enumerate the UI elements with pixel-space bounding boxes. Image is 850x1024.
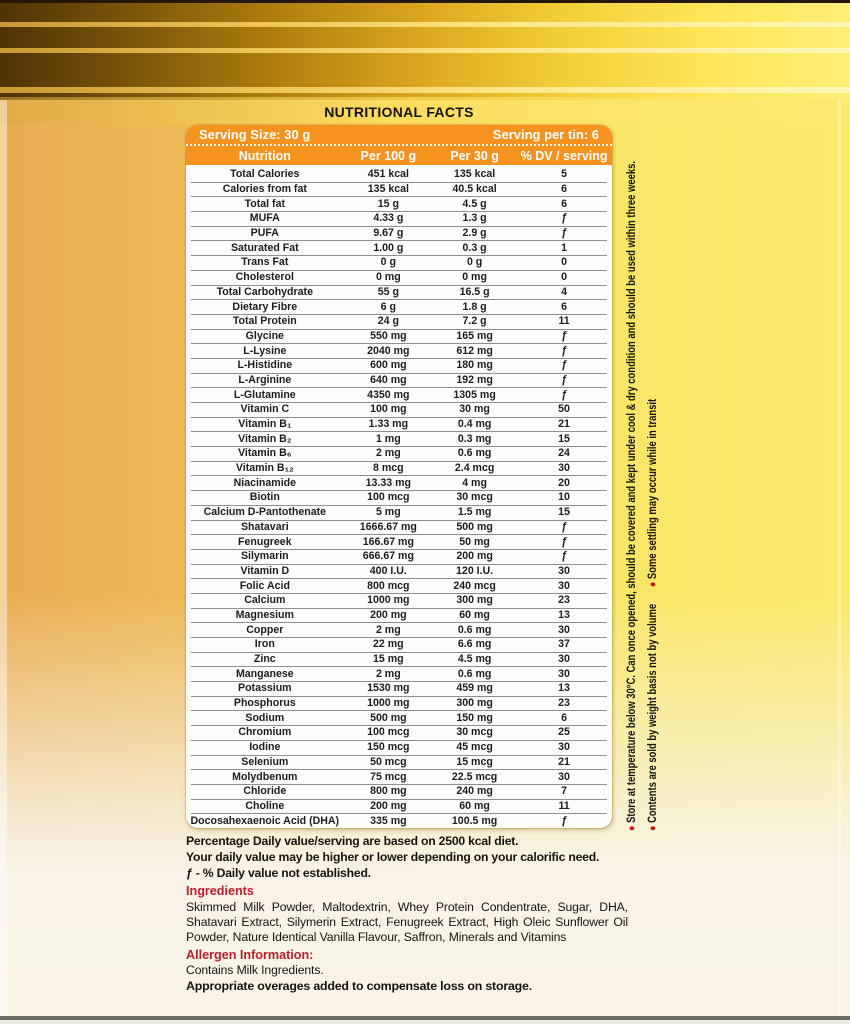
page-title: NUTRITIONAL FACTS bbox=[324, 104, 474, 120]
nutrient-per30: 0.6 mg bbox=[457, 623, 492, 636]
nutrient-per30: 180 mg bbox=[456, 359, 493, 372]
nutrient-dv: ƒ bbox=[561, 520, 567, 533]
table-row bbox=[186, 461, 612, 476]
nutrient-per100: 6 g bbox=[380, 300, 396, 313]
left-edge-highlight bbox=[0, 100, 7, 1016]
nutrient-dv: 21 bbox=[558, 755, 570, 768]
right-edge-highlight bbox=[838, 100, 841, 1016]
table-row bbox=[186, 270, 612, 285]
nutrient-dv: 30 bbox=[558, 770, 570, 783]
nutrient-dv: 7 bbox=[561, 785, 567, 798]
nutrient-per30: 50 mg bbox=[459, 535, 490, 548]
table-row bbox=[186, 329, 612, 344]
nutrient-name: Molydbenum bbox=[232, 770, 298, 783]
nutrient-name: Folic Acid bbox=[239, 579, 290, 592]
nutrient-per30: 1305 mg bbox=[453, 388, 496, 401]
serving-header-row bbox=[186, 125, 612, 146]
nutrient-per30: 612 mg bbox=[456, 344, 493, 357]
nutrient-name: Zinc bbox=[253, 653, 276, 666]
table-row bbox=[186, 373, 612, 388]
nutrient-name: L-Arginine bbox=[238, 373, 292, 386]
nutrient-dv: 13 bbox=[558, 682, 570, 695]
nutrient-per100: 550 mg bbox=[370, 329, 407, 342]
nutrient-per30: 60 mg bbox=[459, 799, 490, 812]
table-body bbox=[186, 167, 612, 828]
nutrient-per30: 7.2 g bbox=[462, 315, 487, 328]
allergen-text: Contains Milk Ingredients. bbox=[186, 963, 324, 978]
dv-not-established-note: ƒ - % Daily value not established. bbox=[186, 866, 371, 881]
nutrient-name: Vitamin B₆ bbox=[238, 447, 292, 460]
nutrient-per30: 40.5 kcal bbox=[452, 183, 497, 196]
nutrient-per30: 4.5 mg bbox=[457, 653, 492, 666]
nutrient-per100: 1666.67 mg bbox=[359, 520, 417, 533]
nutrient-dv: 23 bbox=[558, 594, 570, 607]
nutrient-name: Selenium bbox=[241, 755, 289, 768]
nutrient-per100: 0 g bbox=[380, 256, 396, 269]
nutrient-per100: 55 g bbox=[377, 285, 399, 298]
nutrition-table bbox=[186, 125, 612, 828]
dv-basis-note: Percentage Daily value/serving are based on 2500 kcal diet. bbox=[186, 834, 519, 848]
nutrient-per100: 8 mcg bbox=[373, 462, 404, 475]
nutrient-per100: 9.67 g bbox=[373, 227, 404, 240]
nutrient-name: Magnesium bbox=[235, 608, 294, 621]
nutrient-per100: 200 mg bbox=[370, 608, 407, 621]
nutrient-per100: 451 kcal bbox=[367, 168, 409, 181]
table-row bbox=[186, 799, 612, 814]
nutrient-name: Vitamin B₁₂ bbox=[235, 462, 294, 475]
nutrient-per30: 30 mcg bbox=[456, 491, 493, 504]
table-row bbox=[186, 534, 612, 549]
nutrient-name: L-Histidine bbox=[237, 359, 293, 372]
table-row bbox=[186, 387, 612, 402]
nutrient-name: Total Calories bbox=[230, 168, 300, 181]
table-row bbox=[186, 285, 612, 300]
nutrient-name: Fenugreek bbox=[238, 535, 292, 548]
table-row bbox=[186, 769, 612, 784]
footer-text-block bbox=[186, 833, 628, 993]
nutrient-per30: 300 mg bbox=[456, 697, 493, 710]
nutrient-per30: 200 mg bbox=[456, 550, 493, 563]
nutrient-name: Choline bbox=[245, 799, 285, 812]
nutrient-name: Sodium bbox=[245, 711, 285, 724]
nutrient-name: Vitamin B₁ bbox=[238, 418, 292, 431]
side-note-contents bbox=[647, 399, 659, 831]
bullet-icon: ● bbox=[626, 825, 638, 831]
ingredients-text: Skimmed Milk Powder, Maltodextrin, Whey Protein Condentrate, Sugar, DHA, Shatavari Extract, Silymerin Extract, Fenugreek Extract, High Oleic Sunflower Oil Powder, Nature Identical Vanilla Flavour, Saffron, Minerals and Vitamins bbox=[186, 900, 628, 944]
nutrient-dv: 11 bbox=[558, 799, 570, 812]
nutrient-name: Calcium bbox=[244, 594, 286, 607]
gold-stripes-banner bbox=[0, 0, 850, 100]
side-note-storage-text: Store at temperature below 30°C. Can once opened, should be covered and kept under cool & dry condition and should be used within three weeks. bbox=[626, 161, 638, 823]
nutrient-dv: ƒ bbox=[561, 359, 567, 372]
nutrient-dv: 24 bbox=[558, 447, 570, 460]
table-row bbox=[186, 211, 612, 226]
nutrient-dv: ƒ bbox=[561, 329, 567, 342]
table-row bbox=[186, 784, 612, 799]
nutrient-per30: 0 g bbox=[466, 256, 483, 269]
nutrient-per100: 1 mg bbox=[375, 432, 401, 445]
nutrient-name: Iron bbox=[254, 638, 275, 651]
nutrient-dv: 37 bbox=[558, 638, 570, 651]
nutrient-dv: ƒ bbox=[561, 227, 567, 240]
nutrient-per100: 800 mg bbox=[370, 785, 407, 798]
table-row bbox=[186, 446, 612, 461]
nutrient-per30: 150 mg bbox=[456, 711, 493, 724]
nutrient-name: Cholesterol bbox=[235, 271, 294, 284]
side-note-storage bbox=[626, 161, 638, 831]
table-row bbox=[186, 475, 612, 490]
nutrient-per30: 45 mcg bbox=[456, 741, 493, 754]
table-row bbox=[186, 813, 612, 828]
nutrient-dv: ƒ bbox=[561, 373, 567, 386]
nutrient-name: Total fat bbox=[244, 197, 286, 210]
nutrient-per30: 192 mg bbox=[456, 373, 493, 386]
nutrient-dv: 13 bbox=[558, 608, 570, 621]
nutrient-name: Vitamin C bbox=[240, 403, 290, 416]
allergen-heading: Allergen Information: bbox=[186, 947, 314, 962]
nutrient-dv: 23 bbox=[558, 697, 570, 710]
nutrient-dv: 20 bbox=[558, 476, 570, 489]
table-row bbox=[186, 740, 612, 755]
nutrient-per30: 500 mg bbox=[456, 520, 493, 533]
table-row bbox=[186, 666, 612, 681]
nutrient-per100: 640 mg bbox=[370, 373, 407, 386]
nutrient-per100: 4.33 g bbox=[373, 212, 404, 225]
nutrient-name: Calories from fat bbox=[222, 183, 307, 196]
table-row bbox=[186, 564, 612, 579]
nutrient-dv: 11 bbox=[558, 315, 570, 328]
nutrient-per30: 30 mg bbox=[459, 403, 490, 416]
nutrient-per100: 75 mcg bbox=[370, 770, 407, 783]
bullet-icon: ● bbox=[647, 825, 659, 831]
nutrient-per100: 13.33 mg bbox=[365, 476, 412, 489]
nutrient-name: Trans Fat bbox=[241, 256, 289, 269]
nutrient-per30: 0.3 mg bbox=[457, 432, 492, 445]
nutrient-per30: 15 mcg bbox=[456, 755, 493, 768]
nutrient-per100: 1530 mg bbox=[367, 682, 410, 695]
nutrient-per30: 1.5 mg bbox=[457, 506, 492, 519]
nutrient-per30: 1.8 g bbox=[462, 300, 487, 313]
nutrient-dv: 30 bbox=[558, 579, 570, 592]
nutrient-dv: 50 bbox=[558, 403, 570, 416]
nutrient-per30: 30 mcg bbox=[456, 726, 493, 739]
nutrient-per30: 60 mg bbox=[459, 608, 490, 621]
nutrient-name: PUFA bbox=[250, 227, 279, 240]
nutrient-per100: 100 mcg bbox=[367, 726, 410, 739]
dv-variation-note: Your daily value may be higher or lower depending on your calorific need. bbox=[186, 850, 600, 865]
nutrient-per30: 300 mg bbox=[456, 594, 493, 607]
nutrient-name: Chromium bbox=[238, 726, 292, 739]
nutrient-dv: ƒ bbox=[561, 388, 567, 401]
table-row bbox=[186, 314, 612, 329]
table-row bbox=[186, 505, 612, 520]
nutrient-dv: 6 bbox=[561, 183, 567, 196]
nutrient-per100: 22 mg bbox=[373, 638, 404, 651]
nutrient-per100: 15 mg bbox=[373, 653, 404, 666]
table-row bbox=[186, 196, 612, 211]
nutrient-per100: 335 mg bbox=[370, 814, 407, 827]
nutrient-name: Saturated Fat bbox=[230, 241, 299, 254]
nutrient-per100: 0 mg bbox=[375, 271, 401, 284]
nutrient-dv: 10 bbox=[558, 491, 570, 504]
col-header-nutrition: Nutrition bbox=[238, 148, 291, 163]
nutrient-per30: 240 mg bbox=[456, 785, 493, 798]
nutrient-per30: 2.4 mcg bbox=[454, 462, 495, 475]
nutrient-dv: 6 bbox=[561, 711, 567, 724]
nutrient-per100: 15 g bbox=[377, 197, 399, 210]
nutrient-dv: 30 bbox=[558, 623, 570, 636]
serving-size-label: Serving Size: 30 g bbox=[199, 127, 311, 142]
nutrient-dv: 25 bbox=[558, 726, 570, 739]
stripe-band bbox=[0, 27, 850, 48]
nutrient-name: Total Protein bbox=[232, 315, 297, 328]
nutrient-per100: 100 mcg bbox=[367, 491, 410, 504]
nutrient-per100: 50 mcg bbox=[370, 755, 407, 768]
table-row bbox=[186, 652, 612, 667]
nutrient-per100: 400 I.U. bbox=[369, 564, 407, 577]
nutrient-dv: 6 bbox=[561, 300, 567, 313]
table-row bbox=[186, 696, 612, 711]
table-row bbox=[186, 167, 612, 182]
nutrient-dv: 30 bbox=[558, 741, 570, 754]
nutrient-name: Shatavari bbox=[240, 520, 289, 533]
nutrient-name: L-Glutamine bbox=[233, 388, 296, 401]
nutrient-per30: 6.6 mg bbox=[457, 638, 492, 651]
nutrient-per100: 24 g bbox=[377, 315, 399, 328]
nutrient-name: Total Carbohydrate bbox=[216, 285, 313, 298]
table-row bbox=[186, 520, 612, 535]
serving-per-tin-label: Serving per tin: 6 bbox=[492, 127, 599, 142]
nutrient-name: Vitamin D bbox=[240, 564, 290, 577]
nutrient-per100: 5 mg bbox=[375, 506, 401, 519]
table-row bbox=[186, 299, 612, 314]
table-row bbox=[186, 240, 612, 255]
nutrient-dv: 15 bbox=[558, 432, 570, 445]
side-note-settling-text: Some settling may occur while in transit bbox=[647, 398, 659, 580]
nutrient-per100: 500 mg bbox=[370, 711, 407, 724]
nutrient-per30: 16.5 g bbox=[459, 285, 490, 298]
table-row bbox=[186, 593, 612, 608]
nutrient-name: Dietary Fibre bbox=[232, 300, 298, 313]
table-row bbox=[186, 343, 612, 358]
nutrient-name: Iodine bbox=[249, 741, 281, 754]
nutrient-per100: 1.33 mg bbox=[368, 418, 409, 431]
table-row bbox=[186, 578, 612, 593]
nutrient-per30: 4.5 g bbox=[462, 197, 487, 210]
nutrient-per100: 600 mg bbox=[370, 359, 407, 372]
nutrient-per30: 459 mg bbox=[456, 682, 493, 695]
nutrient-dv: 21 bbox=[558, 418, 570, 431]
nutrient-name: Niacinamide bbox=[233, 476, 297, 489]
nutrient-dv: 0 bbox=[561, 256, 567, 269]
nutrient-dv: 5 bbox=[561, 168, 567, 181]
nutrient-per30: 4 mg bbox=[462, 476, 487, 489]
nutrient-name: Manganese bbox=[235, 667, 294, 680]
ingredients-heading: Ingredients bbox=[186, 884, 254, 899]
nutrient-per100: 4350 mg bbox=[367, 388, 410, 401]
table-row bbox=[186, 549, 612, 564]
nutrient-per100: 1000 mg bbox=[367, 594, 410, 607]
table-row bbox=[186, 358, 612, 373]
nutrient-per100: 1.00 g bbox=[373, 241, 404, 254]
nutrient-per100: 2 mg bbox=[375, 623, 401, 636]
nutrient-per100: 2 mg bbox=[375, 667, 401, 680]
bullet-icon: ● bbox=[647, 581, 659, 588]
nutrient-per100: 1000 mg bbox=[367, 697, 410, 710]
nutrient-dv: 30 bbox=[558, 653, 570, 666]
nutrient-per30: 165 mg bbox=[456, 329, 493, 342]
nutrient-dv: 15 bbox=[558, 506, 570, 519]
nutrient-per30: 135 kcal bbox=[453, 168, 496, 181]
nutrient-dv: ƒ bbox=[561, 344, 567, 357]
nutrient-dv: 1 bbox=[561, 241, 567, 254]
nutrient-per100: 135 kcal bbox=[367, 183, 409, 196]
table-row bbox=[186, 402, 612, 417]
bottom-edge bbox=[0, 1020, 850, 1024]
nutrient-per30: 120 I.U. bbox=[456, 564, 494, 577]
nutrient-dv: ƒ bbox=[561, 535, 567, 548]
nutrient-dv: 0 bbox=[561, 271, 567, 284]
table-row bbox=[186, 255, 612, 270]
stripe-band bbox=[0, 3, 850, 22]
table-row bbox=[186, 490, 612, 505]
nutrient-per30: 0.4 mg bbox=[457, 418, 492, 431]
col-header-per30: Per 30 g bbox=[450, 148, 499, 163]
nutrient-per100: 200 mg bbox=[370, 799, 407, 812]
table-row bbox=[186, 182, 612, 197]
table-row bbox=[186, 755, 612, 770]
nutrient-dv: ƒ bbox=[561, 550, 567, 563]
nutrient-name: Glycine bbox=[245, 329, 284, 342]
nutrient-name: MUFA bbox=[249, 212, 280, 225]
col-header-dv: % DV / serving bbox=[520, 148, 608, 163]
col-header-per100: Per 100 g bbox=[360, 148, 417, 163]
nutrient-per30: 240 mcg bbox=[453, 579, 496, 592]
nutrient-per30: 0.3 g bbox=[462, 241, 487, 254]
table-row bbox=[186, 608, 612, 623]
nutrient-per100: 800 mcg bbox=[367, 579, 410, 592]
nutrient-name: Phosphorus bbox=[233, 697, 296, 710]
overages-note: Appropriate overages added to compensate loss on storage. bbox=[186, 979, 532, 994]
table-row bbox=[186, 226, 612, 241]
table-row bbox=[186, 710, 612, 725]
nutrient-per100: 2 mg bbox=[375, 447, 401, 460]
nutrient-dv: ƒ bbox=[561, 212, 567, 225]
nutrient-name: Vitamin B₂ bbox=[238, 432, 292, 445]
nutrient-per100: 166.67 mg bbox=[362, 535, 414, 548]
nutrient-name: L-Lysine bbox=[243, 344, 287, 357]
nutrient-name: Docosahexaenoic Acid (DHA) bbox=[190, 814, 340, 827]
nutrient-dv: 6 bbox=[561, 197, 567, 210]
nutrient-name: Potassium bbox=[238, 682, 292, 695]
nutrient-per100: 2040 mg bbox=[367, 344, 410, 357]
nutrient-dv: 4 bbox=[561, 285, 567, 298]
nutrient-per30: 1.3 g bbox=[462, 212, 487, 225]
nutrient-per100: 150 mcg bbox=[367, 741, 410, 754]
nutrient-dv: 30 bbox=[558, 667, 570, 680]
nutrient-per100: 100 mg bbox=[370, 403, 407, 416]
nutrient-name: Biotin bbox=[249, 491, 280, 504]
nutrient-name: Copper bbox=[246, 623, 284, 636]
table-row bbox=[186, 681, 612, 696]
stripe-band bbox=[0, 53, 850, 87]
side-note-contents-text: Contents are sold by weight basis not by volume bbox=[647, 603, 659, 823]
table-row bbox=[186, 431, 612, 446]
nutrient-per30: 0 mg bbox=[462, 271, 487, 284]
nutrient-name: Silymarin bbox=[240, 550, 289, 563]
table-row bbox=[186, 417, 612, 432]
nutrient-name: Calcium D-Pantothenate bbox=[203, 506, 327, 519]
table-row bbox=[186, 622, 612, 637]
table-row bbox=[186, 725, 612, 740]
nutrient-dv: 30 bbox=[558, 564, 570, 577]
nutrient-per100: 666.67 mg bbox=[362, 550, 414, 563]
nutrient-per30: 0.6 mg bbox=[457, 447, 492, 460]
nutrient-dv: 30 bbox=[558, 462, 570, 475]
column-header-row bbox=[186, 146, 612, 165]
nutrient-dv: ƒ bbox=[561, 814, 567, 827]
nutrient-name: Chloride bbox=[243, 785, 287, 798]
nutrient-per30: 100.5 mg bbox=[451, 814, 498, 827]
nutrient-per30: 0.6 mg bbox=[457, 667, 492, 680]
table-row bbox=[186, 637, 612, 652]
nutrient-per30: 22.5 mcg bbox=[451, 770, 498, 783]
nutrient-per30: 2.9 g bbox=[462, 227, 487, 240]
